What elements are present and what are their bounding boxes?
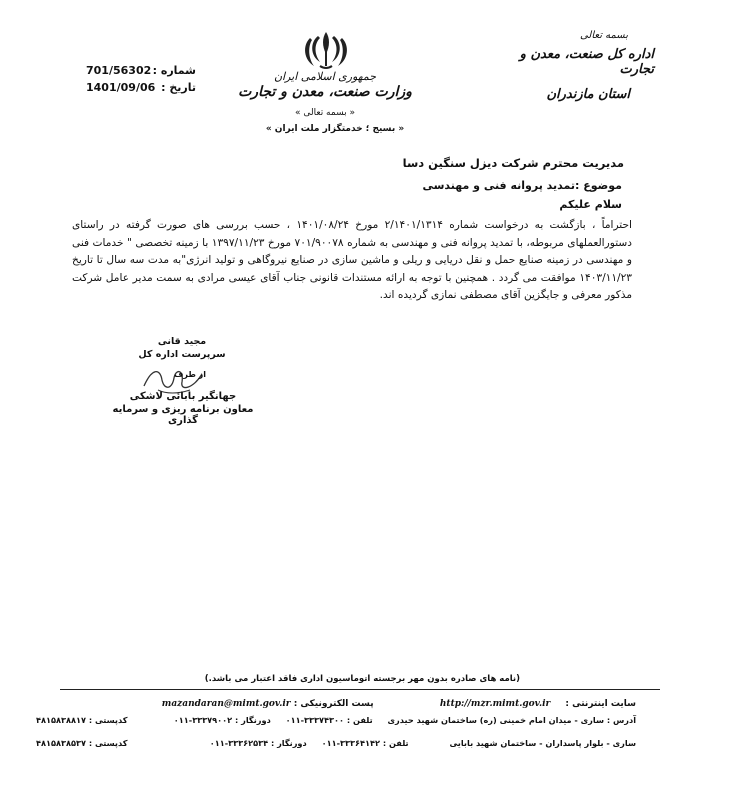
footer-address-2	[36, 738, 636, 748]
phone-1: تلفن : ۳۳۳۷۴۳۰۰-۰۱۱	[285, 715, 373, 725]
footer-address-1	[36, 715, 636, 725]
date-value: 1401/09/06	[86, 81, 156, 94]
fax-1: دورنگار : ۳۳۳۷۹۰۰۲-۰۱۱	[173, 715, 271, 725]
basij-slogan: « بسیج ؛ خدمتگزار ملت ایران »	[265, 124, 405, 134]
signer-title-1: سرپرست اداره کل	[138, 349, 226, 360]
email-link[interactable]: mazandaran@mimt.gov.ir	[161, 699, 291, 709]
email-label: پست الکترونیکی :	[293, 699, 374, 709]
date-row	[86, 81, 196, 94]
postal-label-1: کدپستی :	[88, 715, 128, 725]
footer-contact-line	[162, 699, 636, 709]
signer-title-2: معاون برنامه ریزی و سرمایه گذاری	[112, 404, 254, 426]
number-row	[86, 64, 196, 77]
office-province: استان مازندران	[546, 87, 630, 102]
phone-2: تلفن : ۳۳۳۶۴۱۴۲-۰۱۱	[321, 738, 409, 748]
ministry-name: وزارت صنعت، معدن و تجارت	[238, 84, 412, 100]
ministry-country: جمهوری اسلامی ایران	[273, 70, 377, 83]
footer-divider	[60, 689, 660, 690]
website-link[interactable]: http://mzr.mimt.gov.ir	[439, 699, 551, 709]
greeting: سلام علیکم	[559, 198, 622, 211]
date-label: تاریخ :	[161, 81, 196, 94]
address-1: آدرس : ساری - میدان امام خمینی (ره) ساختمان شهید حیدری	[387, 715, 636, 725]
office-heading	[504, 30, 654, 102]
letter-body: احتراماً ، بازگشت به درخواست شماره ۲/۱۴۰۱/۱۳۱۴ مورخ ۱۴۰۱/۰۸/۲۴ ، حسب بررسی های صورت گرفته در راستای دستورالعملهای مربوطه، با تمدید پروانه فنی و مهندسی به شماره ۷۰۱/۹۰۰۷۸ مورخ ۱۳۹۷/۱۱/۲۳ با زمینه تخصصی " خدمات فنی و مهندسی در زمینه صنایع حمل و نقل دریایی و ریلی و ماشین سازی در صنایع نیروگاهی و تولید انرژی"به مدت سه سال تا تاریخ ۱۴۰۳/۱۱/۲۳ موافقت می گردد . همچنین با توجه به ارائه مستندات قانونی جناب آقای عیسی مرادی به سمت مدیر عامل شرکت مذکور معرفی و جایگزین آقای مصطفی نمازی گردیده اند.	[72, 219, 632, 302]
office-name: اداره کل صنعت، معدن و تجارت	[519, 47, 654, 77]
postal-label-2: کدپستی :	[88, 738, 128, 748]
office-bismillah: بسمه تعالی	[579, 30, 628, 41]
number-label: شماره :	[152, 64, 196, 77]
validity-note: (نامه های صادره بدون مهر برجسته اتوماسیون اداری فاقد اعتبار می باشد.)	[204, 674, 520, 684]
addressee: مدیریت محترم شرکت دیزل سنگین دسا	[402, 156, 624, 170]
address-2: ساری - بلوار پاسداران - ساختمان شهید بابایی	[449, 738, 636, 748]
fax-2: دورنگار : ۳۳۳۶۲۵۳۴-۰۱۱	[209, 738, 307, 748]
signature-block-deputy	[108, 370, 258, 426]
website-label: سایت اینترنتی :	[565, 699, 636, 709]
ministry-heading	[235, 70, 415, 100]
postal-code-1: ۴۸۱۵۸۳۸۸۱۷	[36, 715, 86, 725]
on-behalf-label: از طرف	[174, 370, 206, 379]
number-value: 701/56302	[86, 64, 152, 77]
bismillah-small: « بسمه تعالی »	[295, 108, 355, 118]
letter-meta	[86, 64, 196, 98]
signer-name-1: مجید قانی	[157, 336, 207, 347]
signature-block-primary	[122, 336, 242, 360]
subject-line: موضوع :تمدید پروانه فنی و مهندسی	[422, 179, 622, 192]
signer-name-2: جهانگیر بابائی لاشکی	[129, 391, 237, 402]
iran-emblem-icon	[300, 28, 352, 72]
postal-code-2: ۴۸۱۵۸۳۸۵۳۷	[36, 738, 86, 748]
